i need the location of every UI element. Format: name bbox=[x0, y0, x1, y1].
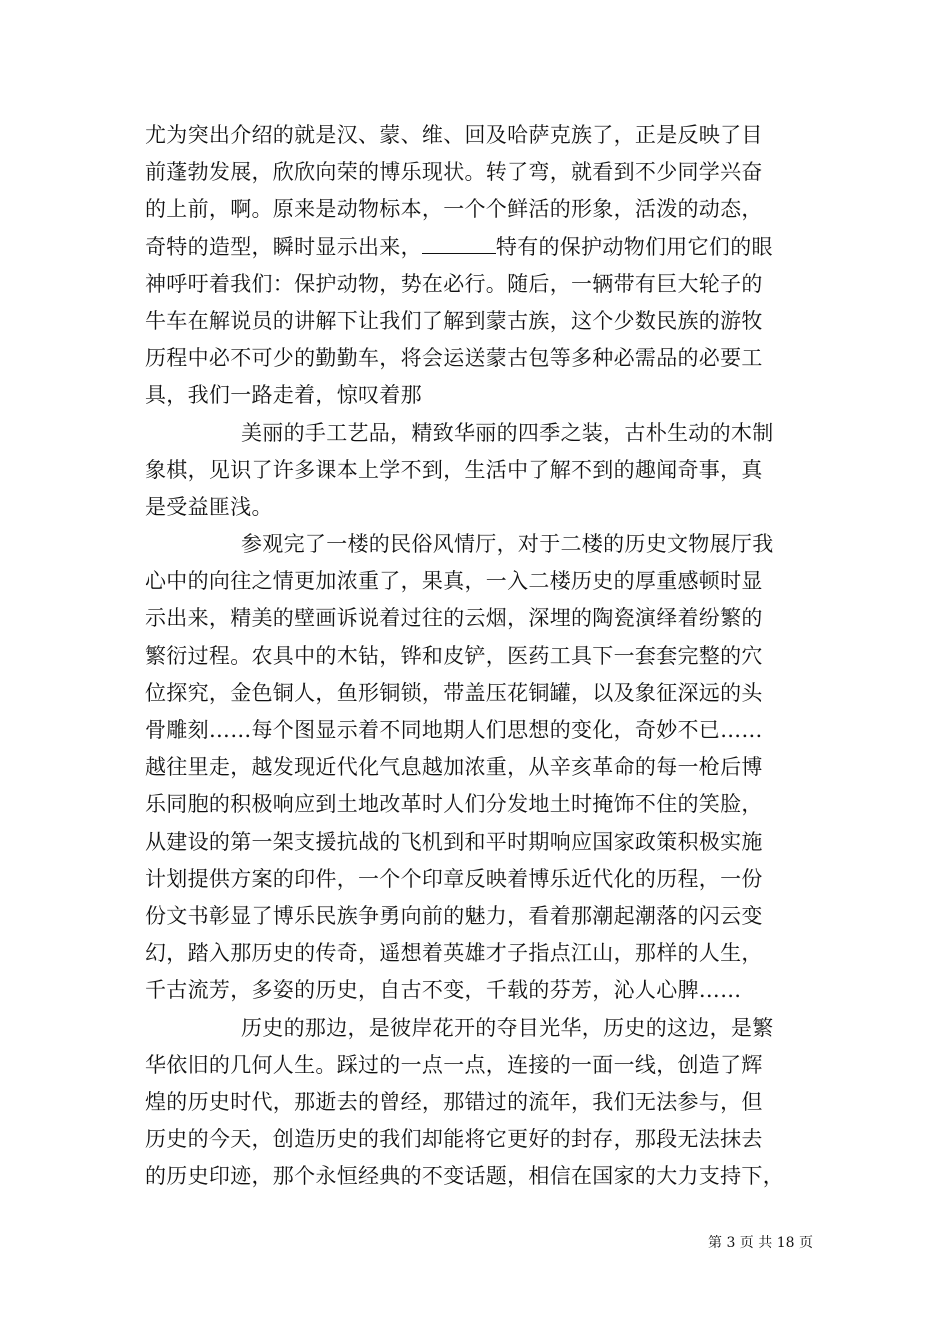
text-line: 象棋，见识了许多课本上学不到，生活中了解不到的趣闻奇事，真 bbox=[145, 457, 763, 482]
text-line: 从建设的第一架支援抗战的飞机到和平时期响应国家政策积极实施 bbox=[145, 829, 763, 854]
page-number-footer: 第 3 页 共 18 页 bbox=[708, 1235, 813, 1251]
text-line: 计划提供方案的印件，一个个印章反映着博乐近代化的历程，一份 bbox=[145, 866, 763, 891]
text-line: 份文书彰显了博乐民族争勇向前的魅力，看着那潮起潮落的闪云变 bbox=[145, 903, 763, 928]
text-line: 是受益匪浅。 bbox=[145, 494, 273, 519]
text-line: 尤为突出介绍的就是汉、蒙、维、回及哈萨克族了，正是反映了目 bbox=[145, 123, 763, 147]
paragraph-start-line: 美丽的手工艺品，精致华丽的四季之装，古朴生动的木制 bbox=[241, 420, 774, 445]
text-line: 幻，踏入那历史的传奇，遥想着英雄才子指点江山，那样的人生， bbox=[145, 941, 763, 966]
text-line: 越往里走，越发现近代化气息越加浓重，从辛亥革命的每一枪后博 bbox=[145, 755, 763, 780]
text-line: 乐同胞的积极响应到土地改革时人们分发地土时掩饰不住的笑脸， bbox=[145, 792, 763, 817]
text-line: 的上前，啊。原来是动物标本，一个个鲜活的形象，活泼的动态， bbox=[145, 197, 763, 222]
fill-in-blank bbox=[422, 235, 496, 254]
text-line: 历程中必不可少的勤勤车，将会运送蒙古包等多种必需品的必要工 bbox=[145, 346, 763, 371]
text-line: 具，我们一路走着，惊叹着那 bbox=[145, 383, 422, 408]
text-line: 神呼吁着我们：保护动物，势在必行。随后，一辆带有巨大轮子的 bbox=[145, 271, 763, 296]
text-segment: 奇特的造型，瞬时显示出来， bbox=[145, 234, 422, 259]
text-line: 示出来，精美的壁画诉说着过往的云烟，深埋的陶瓷演绎着纷繁的 bbox=[145, 606, 763, 631]
text-line: 历史的今天，创造历史的我们却能将它更好的封存，那段无法抹去 bbox=[145, 1127, 763, 1152]
text-segment: 特有的保护动物们用它们的眼 bbox=[495, 234, 773, 259]
text-line: 煌的历史时代，那逝去的曾经，那错过的流年，我们无法参与，但 bbox=[145, 1089, 763, 1114]
text-line: 位探究，金色铜人，鱼形铜锁，带盖压花铜罐，以及象征深远的头 bbox=[145, 680, 763, 705]
paragraph-start-line: 历史的那边，是彼岸花开的夺目光华，历史的这边，是繁 bbox=[241, 1015, 774, 1040]
text-line-with-blank bbox=[145, 229, 821, 266]
text-line: 骨雕刻……每个图显示着不同地期人们思想的变化，奇妙不已…… bbox=[145, 718, 763, 742]
text-line: 前蓬勃发展，欣欣向荣的博乐现状。转了弯，就看到不少同学兴奋 bbox=[145, 160, 763, 185]
text-line: 牛车在解说员的讲解下让我们了解到蒙古族，这个少数民族的游牧 bbox=[145, 308, 763, 333]
text-line: 繁衍过程。农具中的木钻，铧和皮铲，医药工具下一套套完整的穴 bbox=[145, 643, 763, 668]
text-line: 千古流芳，多姿的历史，自古不变，千载的芬芳，沁人心脾…… bbox=[145, 978, 742, 1003]
text-line: 的历史印迹，那个永恒经典的不变话题，相信在国家的大力支持下， bbox=[145, 1164, 784, 1189]
document-body bbox=[145, 117, 821, 1195]
paragraph-start-line: 参观完了一楼的民俗风情厅，对于二楼的历史文物展厅我 bbox=[241, 532, 774, 557]
text-line: 心中的向往之情更加浓重了，果真，一入二楼历史的厚重感顿时显 bbox=[145, 569, 763, 594]
text-line: 华依旧的几何人生。踩过的一点一点，连接的一面一线，创造了辉 bbox=[145, 1052, 763, 1077]
